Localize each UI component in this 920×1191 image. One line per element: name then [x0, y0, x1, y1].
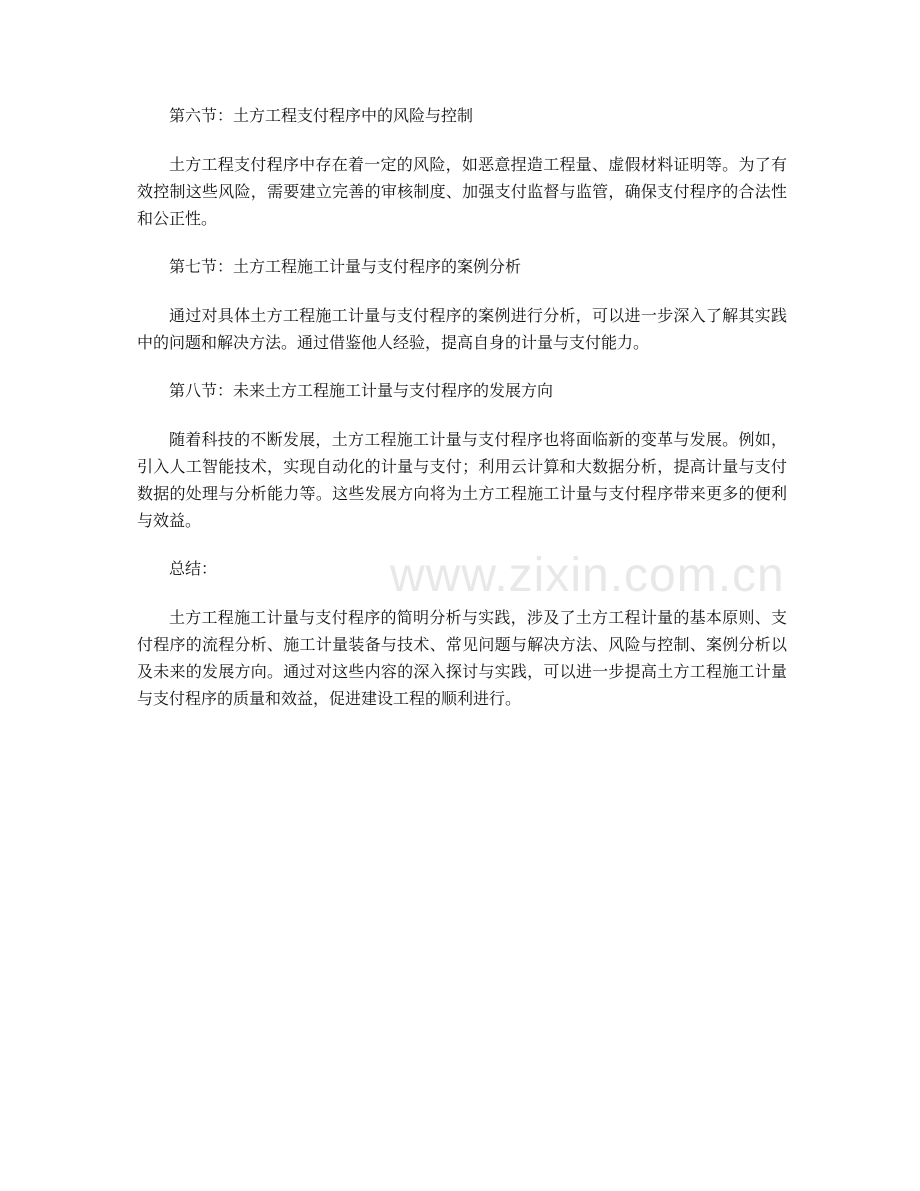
section-heading-7: 第七节：土方工程施工计量与支付程序的案例分析 [169, 257, 522, 276]
watermark: www.zixin.com.cn [390, 549, 785, 602]
summary-paragraph: 土方工程施工计量与支付程序的简明分析与实践，涉及了土方工程计量的基本原则、支付程序的流程分析、施工计量装备与技术、常见问题与解决方法、风险与控制、案例分析以及未来的发展方向。通过对这些内容的深入探讨与实践，可以进一步提高土方工程施工计量与支付程序的质量和效益，促进建设工程的顺利进行。 [137, 608, 787, 708]
summary-heading: 总结： [169, 559, 218, 578]
section-paragraph-7: 通过对具体土方工程施工计量与支付程序的案例进行分析，可以进一步深入了解其实践中的问题和解决方法。通过借鉴他人经验，提高自身的计量与支付能力。 [137, 306, 787, 352]
section-heading-6: 第六节：土方工程支付程序中的风险与控制 [169, 106, 474, 125]
document-body [137, 103, 787, 734]
section-paragraph-6: 土方工程支付程序中存在着一定的风险，如恶意捏造工程量、虚假材料证明等。为了有效控制这些风险，需要建立完善的审核制度、加强支付监督与监管，确保支付程序的合法性和公正性。 [137, 155, 787, 228]
section-heading-8: 第八节：未来土方工程施工计量与支付程序的发展方向 [169, 381, 554, 400]
section-paragraph-8: 随着科技的不断发展，土方工程施工计量与支付程序也将面临新的变革与发展。例如，引入人工智能技术，实现自动化的计量与支付；利用云计算和大数据分析，提高计量与支付数据的处理与分析能力等。这些发展方向将为土方工程施工计量与支付程序带来更多的便利与效益。 [137, 430, 787, 530]
